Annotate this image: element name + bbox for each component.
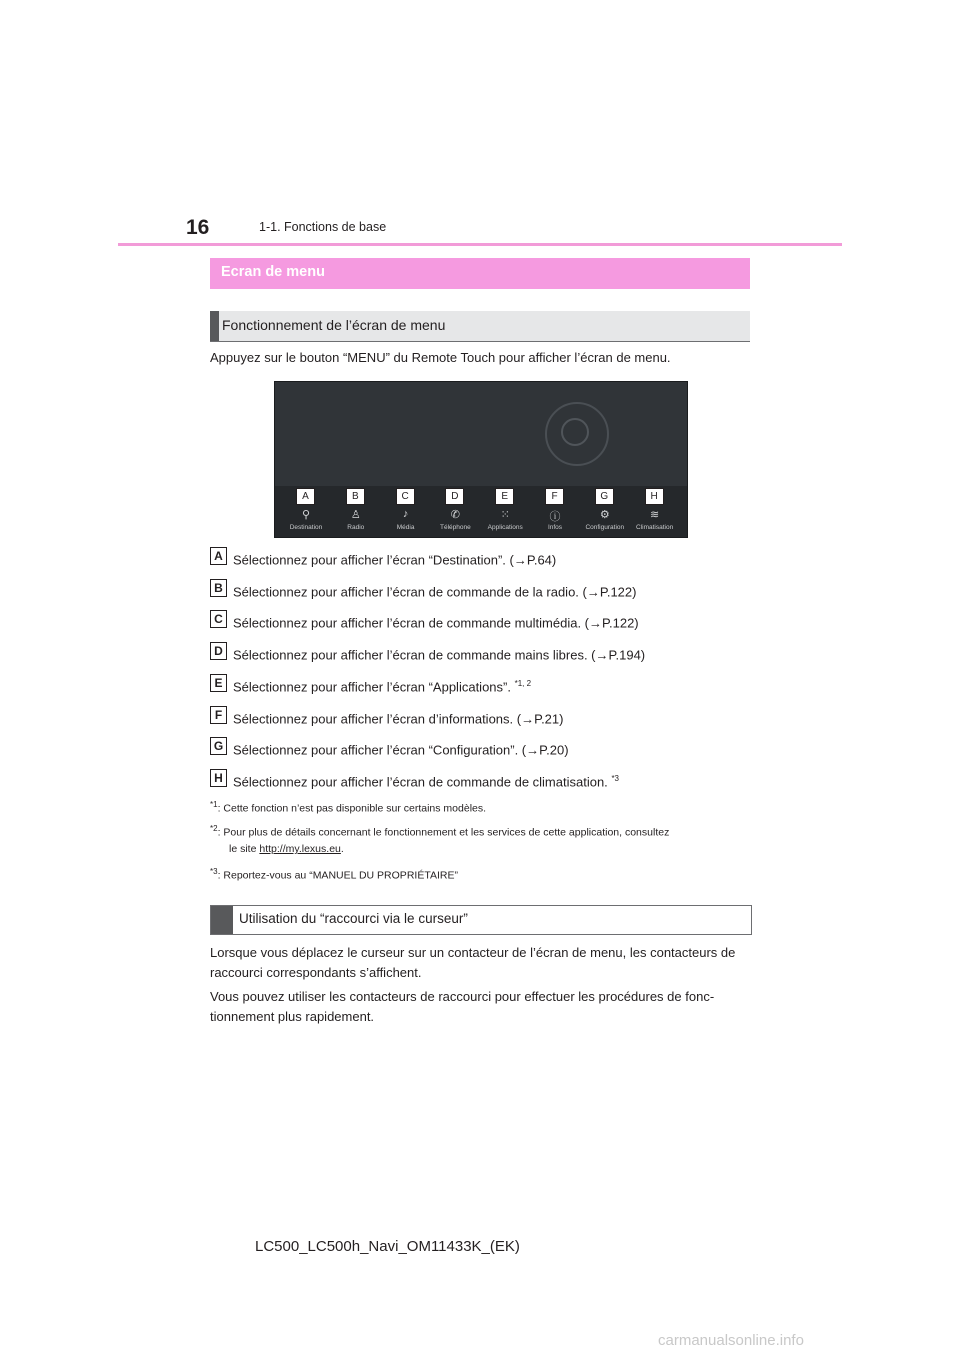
lexus-link[interactable]: http://my.lexus.eu: [259, 843, 341, 855]
apps-grid-icon: ⁙: [500, 509, 510, 521]
gear-icon: ⚙: [599, 509, 610, 521]
callout-letter: H: [645, 488, 664, 505]
item-letter: F: [210, 706, 227, 724]
item-text-body: Sélectionnez pour afficher l’écran “Applications”.: [233, 679, 511, 695]
item-text: [233, 674, 531, 697]
item-text-body: Sélectionnez pour afficher l’écran de commande de climatisation.: [233, 774, 608, 790]
item-text-body: Sélectionnez pour afficher l’écran “Destination”. (→P.64): [233, 552, 557, 568]
callout-letter: F: [545, 488, 564, 505]
footnote-1-text: : Cette fonction n’est pas disponible sur certains modèles.: [217, 802, 487, 815]
pin-icon: ⚲: [301, 509, 311, 521]
antenna-icon: ♙: [350, 509, 361, 521]
section-title-bar: [210, 258, 750, 289]
intro-text: Appuyez sur le bouton “MENU” du Remote Touch pour afficher l’écran de menu.: [210, 350, 671, 365]
callout-letter: E: [495, 488, 514, 505]
footnote-2-mark: *2: [210, 824, 218, 833]
info-icon: ⓘ: [549, 511, 561, 523]
subsection-title: Fonctionnement de l’écran de menu: [222, 317, 446, 333]
item-letter: D: [210, 642, 227, 660]
item-text: [233, 610, 639, 633]
callout-letter: A: [296, 488, 315, 505]
menu-tile-a[interactable]: [282, 486, 330, 537]
climate-icon: ≋: [649, 509, 660, 521]
paragraph-1: Lorsque vous déplacez le curseur sur un contacteur de l’écran de menu, les contacteurs de raccourci correspondants s’affichent.: [210, 945, 736, 980]
item-text-body: Sélectionnez pour afficher l’écran d’informations. (→P.21): [233, 710, 564, 726]
item-text: [233, 579, 636, 602]
menu-tile-g[interactable]: [581, 486, 629, 537]
menu-tile-label: Climatisation: [635, 524, 674, 531]
item-text: [233, 706, 563, 729]
item-text-body: Sélectionnez pour afficher l’écran de commande de la radio. (→P.122): [233, 584, 637, 600]
phone-icon: ✆: [450, 509, 460, 521]
callout-letter: D: [445, 488, 464, 505]
item-letter: E: [210, 674, 227, 692]
menu-strip: [275, 486, 687, 537]
footnote-2: [210, 820, 669, 842]
menu-tile-c[interactable]: [382, 486, 430, 537]
item-text-body: Sélectionnez pour afficher l’écran de commande mains libres. (→P.194): [233, 647, 646, 663]
running-header: 1-1. Fonctions de base: [259, 220, 387, 234]
subsection-2-title: Utilisation du “raccourci via le curseur”: [239, 911, 468, 926]
menu-tile-label: Destination: [289, 524, 323, 531]
footnote-2-line2: [229, 840, 344, 858]
menu-tile-label: Applications: [487, 524, 523, 531]
menu-tile-label: Média: [396, 524, 415, 531]
menu-tile-label: Configuration: [585, 524, 625, 531]
footnote-2-prefix: le site: [229, 843, 260, 855]
subsection-accent: [210, 311, 219, 341]
item-letter: H: [210, 769, 227, 787]
item-text: [233, 642, 645, 665]
paragraph-2: Vous pouvez utiliser les contacteurs de raccourci pour effectuer les procédures de fonc-tionnement plus rapidement.: [210, 989, 715, 1024]
item-letter: A: [210, 547, 227, 565]
menu-tile-label: Infos: [547, 524, 563, 531]
subsection-2-title-bar: [210, 905, 752, 935]
menu-tile-e[interactable]: [481, 486, 529, 537]
watermark: carmanualsonline.info: [658, 1332, 804, 1349]
menu-tile-f[interactable]: [531, 486, 579, 537]
subsection-title-bar: [210, 311, 750, 342]
item-letter: G: [210, 737, 227, 755]
callout-letter: G: [595, 488, 614, 505]
page-number: 16: [186, 216, 210, 239]
footnote-3-text: : Reportez-vous au “MANUEL DU PROPRIÉTAIRE”: [217, 869, 458, 882]
subsection-2-accent: [211, 906, 233, 934]
item-letter: B: [210, 579, 227, 597]
callout-letter: B: [346, 488, 365, 505]
screen-dial-center: [561, 418, 589, 446]
item-letter: C: [210, 610, 227, 628]
music-note-icon: ♪: [402, 508, 409, 520]
menu-tile-b[interactable]: [332, 486, 380, 537]
footnote-2-text: : Pour plus de détails concernant le fonctionnement et les services de cette application, consultez: [217, 826, 670, 839]
menu-tile-label: Téléphone: [440, 524, 471, 531]
item-footnote-ref: *1, 2: [514, 678, 532, 688]
footer-code: LC500_LC500h_Navi_OM11433K_(EK): [255, 1238, 520, 1255]
footnote-3-mark: *3: [210, 867, 218, 876]
callout-letter: C: [396, 488, 415, 505]
item-text: [233, 769, 619, 792]
menu-screen-image: [274, 381, 688, 538]
footnote-1-mark: *1: [210, 800, 218, 809]
item-text-body: Sélectionnez pour afficher l’écran de commande multimédia. (→P.122): [233, 615, 639, 631]
footnote-3: [210, 863, 458, 885]
section-title: Ecran de menu: [221, 264, 325, 280]
header-rule: [118, 243, 842, 246]
footnote-2-suffix: .: [340, 843, 344, 855]
item-footnote-ref: *3: [611, 773, 619, 783]
item-text: [233, 737, 569, 760]
menu-tile-d[interactable]: [431, 486, 479, 537]
menu-tile-h[interactable]: [631, 486, 679, 537]
item-text-body: Sélectionnez pour afficher l’écran “Configuration”. (→P.20): [233, 742, 569, 758]
footnote-1: [210, 796, 486, 818]
item-text: [233, 547, 556, 570]
menu-tile-label: Radio: [347, 524, 365, 531]
